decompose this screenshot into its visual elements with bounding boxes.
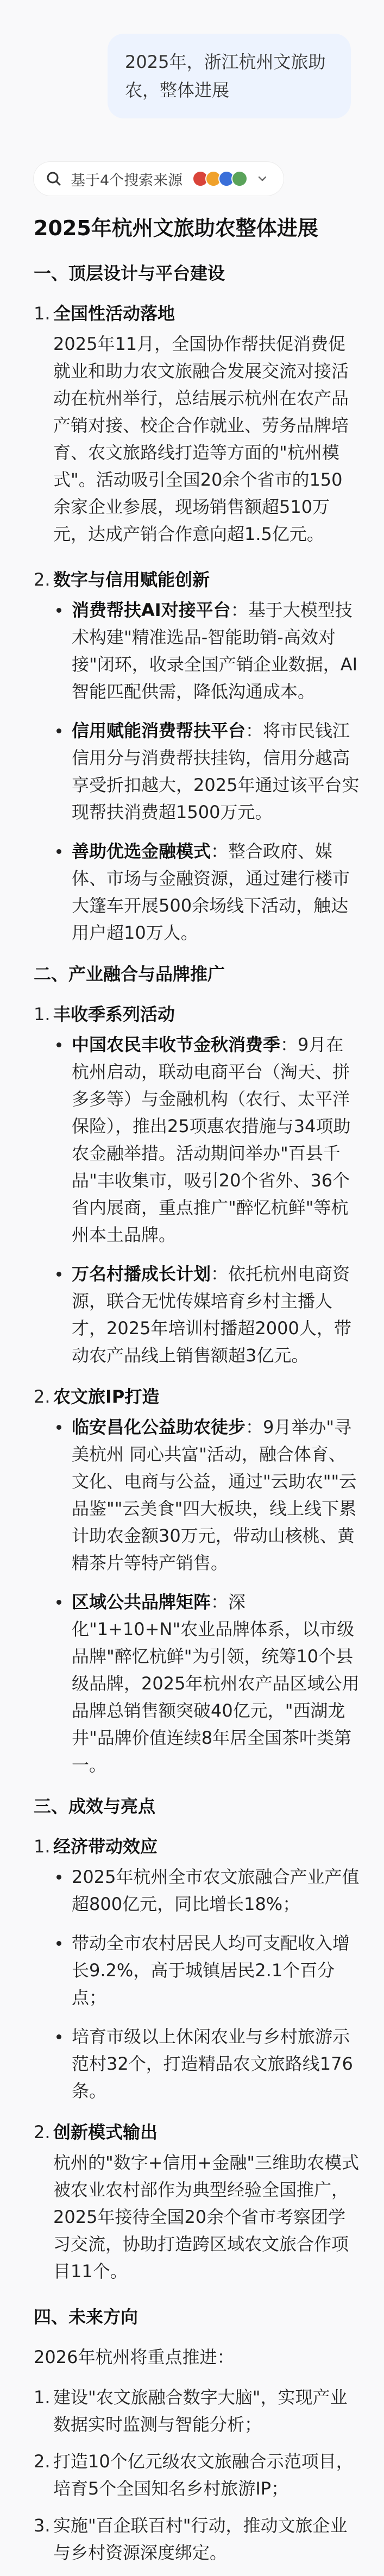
bullet-item [53, 1863, 360, 1918]
subsection-title: 全国性活动落地 [53, 303, 175, 324]
bullet-text: ：基于大模型技术构建"精准选品-智能助销-高效对接"闭环，收录全国产销企业数据，AI智能匹配供需，降低沟通成本。 [72, 600, 358, 702]
subsection-number: 2. [34, 569, 51, 590]
subsection [34, 1833, 360, 2104]
answer-title: 2025年杭州文旅助农整体进展 [34, 216, 318, 240]
bullet-item [53, 1260, 360, 1369]
bullet-text: 2025年杭州全市农文旅融合产业产值超800亿元，同比增长18%； [72, 1867, 360, 1914]
bullet-lead: 万名村播成长计划 [72, 1264, 211, 1284]
section-title: 二、产业融合与品牌推广 [34, 964, 225, 984]
answer-sections [34, 260, 360, 2285]
bullet-item [53, 838, 360, 946]
search-sources-label: 基于4个搜索来源 [71, 172, 183, 189]
bullet-item [53, 717, 360, 826]
future-item-number: 2. [34, 2451, 51, 2472]
chevron-down-icon [257, 174, 267, 184]
bullet-text: ：9月举办"寻美杭州 同心共富"活动，融合体育、文化、电商与公益，通过"云助农""云品鉴""云美食"四大板块，线上线下累计助农金额30万元，带动山核桃、黄精茶片等特产销售。 [72, 1417, 357, 1573]
section-title: 四、未来方向 [34, 2307, 139, 2327]
subsection [34, 566, 360, 946]
subsection [34, 1383, 360, 1779]
bullet-item [53, 1031, 360, 1248]
future-list [34, 2384, 360, 2566]
future-item [34, 2448, 360, 2502]
future-item [34, 2384, 360, 2438]
bullet-item [53, 1930, 360, 2011]
bullet-item [53, 596, 360, 705]
future-item-text: 打造10个亿元级农文旅融合示范项目，培育5个全国知名乡村旅游IP； [53, 2451, 354, 2499]
bullet-list [53, 1863, 360, 2104]
search-icon [46, 171, 62, 187]
future-section [34, 2303, 360, 2566]
future-item-number: 3. [34, 2515, 51, 2536]
bullet-list [53, 1413, 360, 1779]
future-item [34, 2512, 360, 2566]
assistant-answer [34, 213, 360, 2576]
bullet-item [53, 1413, 360, 1576]
subsection-title: 农文旅IP打造 [53, 1386, 160, 1407]
section-title: 三、成效与亮点 [34, 1796, 156, 1817]
bullet-item [53, 2023, 360, 2104]
bullet-text: ：整合政府、媒体、市场与金融资源，通过建行楼市大篷车开展500余场线下活动，触达用户超10万人。 [72, 841, 350, 943]
subsection-number: 1. [34, 1004, 51, 1025]
answer-section [34, 1793, 360, 2285]
subsection-paragraph: 2025年11月，全国协作帮扶促消费促就业和助力农文旅融合发展交流对接活动在杭州举行，总结展示杭州在农产品产销对接、校企合作就业、劳务品牌培育、农文旅路线打造等方面的"杭州模式"。活动吸引全国20余个省市的150余家企业参展，现场销售额超510万元，达成产销合作意向超1.5亿元。 [53, 334, 349, 544]
subsection-number: 1. [34, 303, 51, 324]
subsection-title: 丰收季系列活动 [53, 1004, 175, 1025]
subsection [34, 2119, 360, 2285]
bullet-lead: 中国农民丰收节金秋消费季 [72, 1034, 281, 1055]
user-message-bubble [108, 34, 351, 118]
bullet-list [53, 1031, 360, 1369]
user-message-text: 2025年，浙江杭州文旅助农，整体进展 [125, 52, 326, 100]
subsection-paragraph: 杭州的"数字+信用+金融"三维助农模式被农业农村部作为典型经验全国推广，2025年接待全国20余个省市考察团学习交流，协助打造跨区域农文旅合作项目11个。 [53, 2152, 360, 2282]
section-title: 一、顶层设计与平台建设 [34, 263, 225, 284]
subsection-title: 创新模式输出 [53, 2122, 158, 2143]
source-logos [192, 171, 248, 187]
subsection-number: 1. [34, 1836, 51, 1857]
bullet-text: ：9月在杭州启动，联动电商平台（淘天、拼多多等）与金融机构（农行、太平洋保险），推出25项惠农措施与34项助农金融举措。活动期间举办"百县千品"丰收集市，吸引20个省外、36个省内展商，重点推广"醉忆杭鲜"等杭州本土品牌。 [72, 1034, 351, 1245]
source-logo-4 [231, 171, 248, 187]
bullet-lead: 消费帮扶AI对接平台 [72, 600, 231, 620]
subsection-number: 2. [34, 2122, 51, 2143]
bullet-lead: 善助优选金融模式 [72, 841, 211, 862]
future-item-text: 实施"百企联百村"行动，推动文旅企业与乡村资源深度绑定。 [53, 2515, 348, 2563]
bullet-text: ：深化"1+10+N"农业品牌体系，以市级品牌"醉忆杭鲜"为引领，统筹10个县级品牌，2025年杭州农产品区域公用品牌总销售额突破40亿元，"西湖龙井"品牌价值连续8年居全国茶叶类第一。 [72, 1592, 360, 1775]
future-item-text: 建设"农文旅融合数字大脑"，实现产业数据实时监测与智能分析； [53, 2387, 348, 2435]
bullet-text: 培育市级以上休闲农业与乡村旅游示范村32个，打造精品农文旅路线176条。 [72, 2026, 353, 2101]
subsection-number: 2. [34, 1386, 51, 1407]
subsection-title: 经济带动效应 [53, 1836, 158, 1857]
answer-section [34, 260, 360, 946]
future-item-number: 1. [34, 2387, 51, 2408]
subsection [34, 300, 360, 548]
subsection-title: 数字与信用赋能创新 [53, 569, 210, 590]
bullet-lead: 区域公共品牌矩阵 [72, 1592, 211, 1612]
subsection [34, 1001, 360, 1369]
future-intro: 2026年杭州将重点推进： [34, 2347, 235, 2367]
bullet-lead: 临安昌化公益助农徒步 [72, 1417, 246, 1437]
bullet-lead: 信用赋能消费帮扶平台 [72, 720, 246, 741]
bullet-text: 带动全市农村居民人均可支配收入增长9.2%，高于城镇居民2.1个百分点； [72, 1933, 350, 2008]
bullet-text: ：将市民钱江信用分与消费帮扶挂钩，信用分越高享受折扣越大，2025年通过该平台实现帮扶消费超1500万元。 [72, 720, 360, 822]
bullet-text: ：依托杭州电商资源，联合无忧传媒培育乡村主播人才，2025年培训村播超2000人，带动农产品线上销售额超3亿元。 [72, 1264, 351, 1366]
bullet-list [53, 596, 360, 946]
answer-section [34, 960, 360, 1779]
bullet-item [53, 1588, 360, 1779]
search-sources-chip[interactable] [34, 162, 284, 196]
